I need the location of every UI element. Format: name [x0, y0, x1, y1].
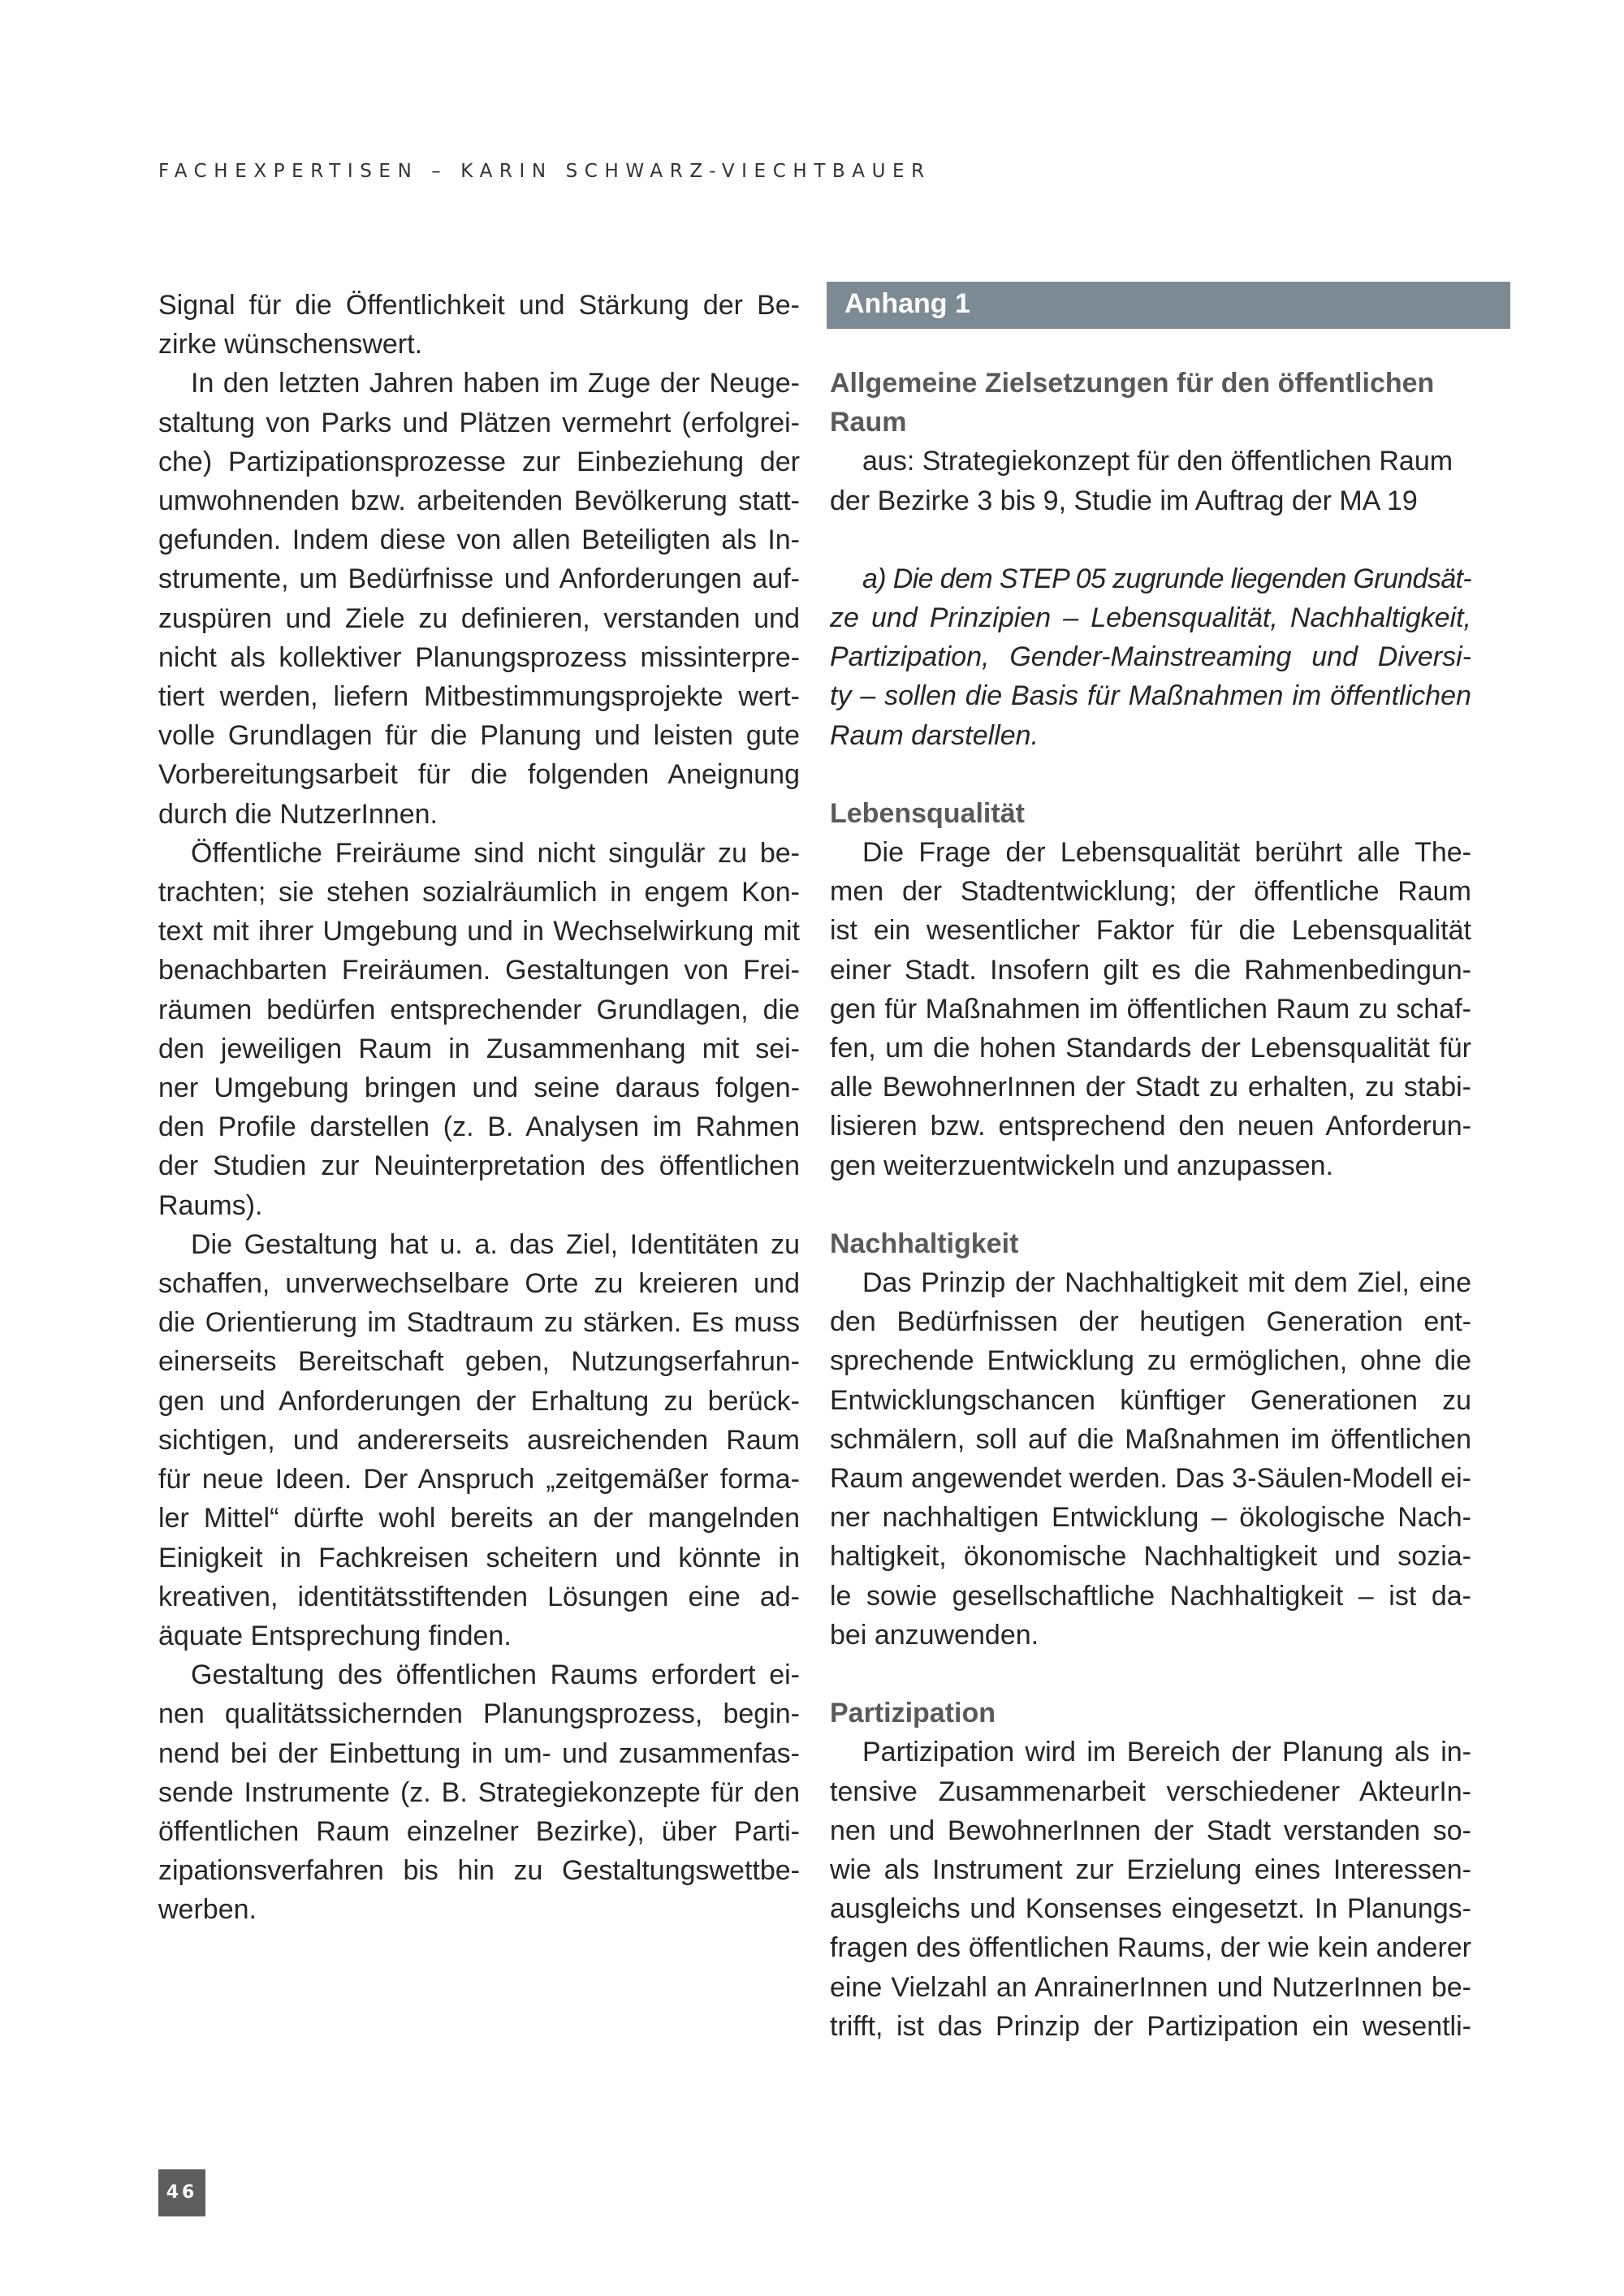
- text-line: sichtigen, und andererseits ausreichenden Raum: [158, 1424, 800, 1456]
- text-line: sende Instrumente (z. B. Strategiekonzepte für den: [158, 1776, 800, 1808]
- left-column: [158, 286, 800, 1930]
- text-line: nicht als kollektiver Planungsprozess missinterpre-: [158, 641, 800, 673]
- text-line: Die Frage der Lebensqualität berührt alle The-: [862, 837, 1471, 869]
- text-line: Partizipation, Gender-Mainstreaming und Diversi-: [830, 641, 1471, 673]
- text-line: der Studien zur Neuinterpretation des öffentlichen: [158, 1150, 800, 1182]
- text-line: text mit ihrer Umgebung und in Wechselwirkung mit: [158, 916, 800, 947]
- text-line: volle Grundlagen für die Planung und leisten gute: [158, 720, 800, 752]
- right-column: [830, 364, 1471, 2046]
- text-line: durch die NutzerInnen.: [158, 798, 438, 830]
- text-line: alle BewohnerInnen der Stadt zu erhalten, zu stabi-: [830, 1072, 1471, 1103]
- title-line: Raum: [830, 407, 907, 438]
- text-line: die Orientierung im Stadtraum zu stärken. Es muss: [158, 1307, 800, 1339]
- page-number: 46: [158, 2169, 205, 2216]
- text-line: werben.: [158, 1894, 257, 1926]
- text-line: men der Stadtentwicklung; der öffentliche Raum: [830, 876, 1471, 908]
- text-line: trachten; sie stehen sozialräumlich in engem Kon-: [158, 877, 800, 908]
- text-line: Öffentliche Freiräume sind nicht singulär zu be-: [191, 837, 800, 869]
- appendix-banner: [827, 282, 1510, 329]
- text-line: zipationsverfahren bis hin zu Gestaltungswettbe-: [158, 1855, 800, 1887]
- text-line: äquate Entsprechung finden.: [158, 1620, 512, 1651]
- section-heading: Partizipation: [830, 1698, 996, 1729]
- text-line: wie als Instrument zur Erzielung eines Interessen-: [830, 1854, 1471, 1885]
- text-line: ner Umgebung bringen und seine daraus folgen-: [158, 1072, 800, 1104]
- text-line: bei anzuwenden.: [830, 1619, 1039, 1651]
- text-line: a) Die dem STEP 05 zugrunde liegenden Grundsät-: [862, 563, 1471, 594]
- section-heading: Nachhaltigkeit: [830, 1228, 1019, 1259]
- text-line: sprechende Entwicklung zu ermöglichen, ohne die: [830, 1345, 1471, 1377]
- text-line: Raum darstellen.: [830, 719, 1039, 751]
- text-line: nen qualitätssichernden Planungsprozess, begin-: [158, 1698, 800, 1730]
- text-line: einer Stadt. Insofern gilt es die Rahmenbedingun-: [830, 954, 1471, 986]
- text-line: schmälern, soll auf die Maßnahmen im öffentlichen: [830, 1423, 1471, 1455]
- intro-paragraph: [830, 559, 1471, 755]
- section-partizipation: [830, 1694, 1471, 2046]
- text-line: strumente, um Bedürfnisse und Anforderungen auf-: [158, 563, 800, 595]
- text-line: nen und BewohnerInnen der Stadt verstanden so-: [830, 1815, 1471, 1846]
- text-line: zuspüren und Ziele zu definieren, verstanden und: [158, 602, 800, 634]
- text-line: fragen des öffentlichen Raums, der wie kein anderer: [830, 1932, 1471, 1964]
- section-heading: Lebensqualität: [830, 797, 1025, 829]
- text-line: gen weiterzuentwickeln und anzupassen.: [830, 1150, 1333, 1181]
- section-nachhaltigkeit: [830, 1224, 1471, 1655]
- title-line: Allgemeine Zielsetzungen für den öffentlichen: [830, 368, 1435, 399]
- text-line: umwohnenden bzw. arbeitenden Bevölkerung statt-: [158, 486, 800, 517]
- text-line: le sowie gesellschaftliche Nachhaltigkeit – ist da-: [830, 1580, 1471, 1612]
- source-note: [830, 442, 1471, 520]
- text-line: ty – sollen die Basis für Maßnahmen im öffentlichen: [830, 680, 1471, 712]
- text-line: Einigkeit in Fachkreisen scheitern und könnte in: [158, 1542, 800, 1573]
- text-line: aus: Strategiekonzept für den öffentlichen Raum: [862, 446, 1453, 477]
- text-line: öffentlichen Raum einzelner Bezirke), über Parti-: [158, 1815, 800, 1847]
- text-line: zirke wünschenswert.: [158, 329, 423, 360]
- text-line: che) Partizipationsprozesse zur Einbeziehung der: [158, 446, 800, 477]
- text-line: fen, um die hohen Standards der Lebensqualität für: [830, 1033, 1471, 1064]
- text-line: ze und Prinzipien – Lebensqualität, Nachhaltigkeit,: [830, 602, 1471, 634]
- text-line: räumen bedürfen entsprechender Grundlagen, die: [158, 994, 800, 1025]
- paragraph: [158, 286, 800, 364]
- paragraph: [158, 834, 800, 1225]
- text-line: gefunden. Indem diese von allen Beteiligten als In-: [158, 524, 800, 556]
- paragraph: [158, 1225, 800, 1655]
- text-line: den jeweiligen Raum in Zusammenhang mit sei-: [158, 1033, 800, 1064]
- text-line: der Bezirke 3 bis 9, Studie im Auftrag der MA 19: [830, 485, 1418, 516]
- text-line: Partizipation wird im Bereich der Planung als in-: [862, 1737, 1471, 1768]
- text-line: ausgleichs und Konsenses eingesetzt. In Planungs-: [830, 1893, 1471, 1925]
- text-line: tensive Zusammenarbeit verschiedener AkteurIn-: [830, 1776, 1471, 1807]
- text-line: schaffen, unverwechselbare Orte zu kreieren und: [158, 1268, 800, 1300]
- text-line: ist ein wesentlicher Faktor für die Lebensqualität: [830, 915, 1471, 947]
- section-lebensqualitaet: [830, 794, 1471, 1185]
- paragraph: [158, 364, 800, 833]
- text-line: trifft, ist das Prinzip der Partizipation ein wesentli-: [830, 2010, 1471, 2042]
- text-line: Gestaltung des öffentlichen Raums erfordert ei-: [191, 1659, 800, 1691]
- text-line: In den letzten Jahren haben im Zuge der Neuge-: [191, 368, 800, 399]
- text-line: Entwicklungschancen künftiger Generationen zu: [830, 1384, 1471, 1416]
- text-line: tiert werden, liefern Mitbestimmungsprojekte wert-: [158, 681, 800, 713]
- text-line: kreativen, identitätsstiftenden Lösungen eine ad-: [158, 1581, 800, 1612]
- text-line: den Profile darstellen (z. B. Analysen im Rahmen: [158, 1111, 800, 1143]
- text-line: Raums).: [158, 1189, 263, 1221]
- text-line: ner nachhaltigen Entwicklung – ökologische Nach-: [830, 1502, 1471, 1534]
- text-line: Raum angewendet werden. Das 3-Säulen-Modell ei-: [830, 1463, 1471, 1495]
- text-line: den Bedürfnissen der heutigen Generation ent-: [830, 1306, 1471, 1338]
- paragraph: [158, 1655, 800, 1929]
- text-line: eine Vielzahl an AnrainerInnen und NutzerInnen be-: [830, 1971, 1471, 2003]
- text-line: benachbarten Freiräumen. Gestaltungen von Frei-: [158, 955, 800, 986]
- text-line: nend bei der Einbettung in um- und zusammenfas-: [158, 1737, 800, 1769]
- text-line: staltung von Parks und Plätzen vermehrt (erfolgrei-: [158, 407, 800, 438]
- text-line: lisieren bzw. entsprechend den neuen Anforderun-: [830, 1111, 1471, 1142]
- appendix-banner-label: Anhang 1: [844, 288, 970, 319]
- text-line: gen für Maßnahmen im öffentlichen Raum zu schaf-: [830, 993, 1471, 1025]
- text-line: Signal für die Öffentlichkeit und Stärkung der Be-: [158, 290, 800, 321]
- text-line: Das Prinzip der Nachhaltigkeit mit dem Ziel, eine: [862, 1267, 1471, 1299]
- text-line: gen und Anforderungen der Erhaltung zu berück-: [158, 1385, 800, 1417]
- text-line: ler Mittel“ dürfte wohl bereits an der mangelnden: [158, 1503, 800, 1534]
- text-line: haltigkeit, ökonomische Nachhaltigkeit und sozia-: [830, 1541, 1471, 1573]
- running-head: FACHEXPERTISEN – KARIN SCHWARZ-VIECHTBAUER: [158, 161, 931, 182]
- text-line: Vorbereitungsarbeit für die folgenden Aneignung: [158, 759, 800, 791]
- section-title: [830, 364, 1471, 442]
- text-line: für neue Ideen. Der Anspruch „zeitgemäßer forma-: [158, 1464, 800, 1495]
- text-line: Die Gestaltung hat u. a. das Ziel, Identitäten zu: [191, 1228, 800, 1260]
- text-line: einerseits Bereitschaft geben, Nutzungserfahrun-: [158, 1346, 800, 1378]
